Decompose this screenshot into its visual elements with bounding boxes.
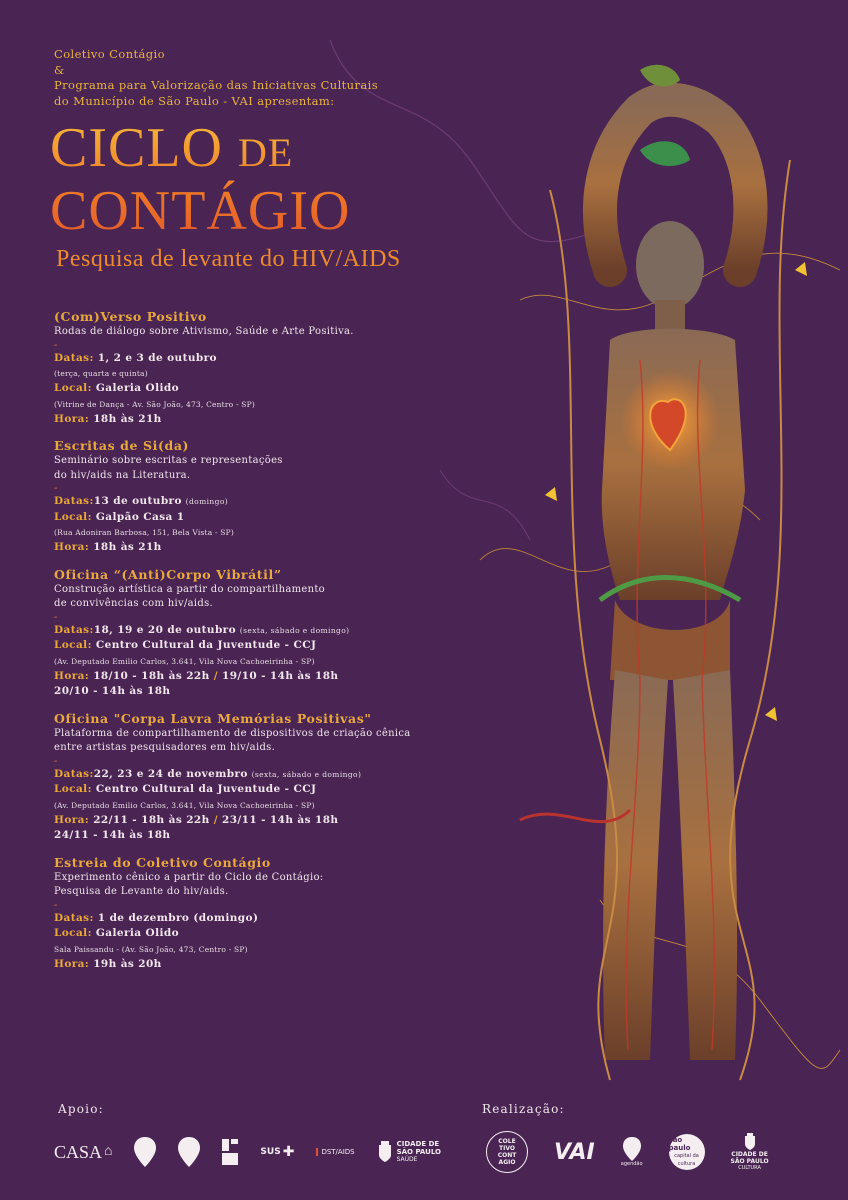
- location-label: Local:: [54, 510, 92, 523]
- events-list: [54, 308, 474, 982]
- location-address: Sala Paissandu - (Av. São João, 473, Centro - SP): [54, 944, 248, 954]
- time-value-1: 22/11 - 18h às 22h: [89, 813, 214, 826]
- intro-block: [54, 47, 484, 109]
- event-dates: [54, 911, 474, 927]
- dates-note: (terça, quarta e quinta): [54, 369, 148, 378]
- event-description: Rodas de diálogo sobre Ativismo, Saúde e Arte Positiva.: [54, 326, 354, 337]
- cidade-line1: CIDADE DE: [731, 1150, 768, 1158]
- event-description: Seminário sobre escritas e representações: [54, 455, 283, 466]
- poster-subtitle: Pesquisa de levante do HIV/AIDS: [56, 246, 401, 272]
- title-word-de: DE: [238, 130, 294, 175]
- event-estreia: [54, 854, 474, 973]
- event-anticorpo-vibratil: [54, 566, 474, 700]
- event-corpa-lavra: [54, 710, 474, 844]
- event-dates: [54, 623, 474, 639]
- event-divider: -: [54, 899, 58, 911]
- time-value: 18h às 21h: [89, 412, 162, 425]
- logo-ccj: [178, 1137, 200, 1167]
- time-value: 18h às 21h: [89, 541, 162, 553]
- event-description: Plataforma de compartilhamento de dispositivos de criação cênica: [54, 727, 411, 739]
- event-conversos-positivo: [54, 308, 474, 427]
- time-value: 19h às 20h: [89, 957, 162, 970]
- dates-label: Datas:: [54, 351, 94, 364]
- realization-logos: [486, 1130, 769, 1174]
- dates-note: (sexta, sábado e domingo): [251, 769, 362, 779]
- poster-title: [50, 117, 450, 242]
- olido-pin-icon: [134, 1137, 156, 1167]
- casa-text: CASA: [54, 1141, 103, 1162]
- event-divider: -: [54, 611, 58, 623]
- location-label: Local:: [54, 927, 92, 939]
- sp-cultura-text-2: capital da cultura: [674, 1153, 699, 1167]
- event-divider: -: [54, 755, 58, 767]
- location-value: Galpão Casa 1: [91, 510, 185, 523]
- logo-dst-aids: [316, 1148, 354, 1156]
- event-description: Experimento cênico a partir do Ciclo de Contágio:: [54, 871, 324, 883]
- ccj-pin-icon: [178, 1137, 200, 1167]
- event-title: Oficina “(Anti)Corpo Vibrátil”: [54, 566, 282, 582]
- dates-label: Datas:: [54, 911, 94, 924]
- sp-cultura-text-1: são paulo: [668, 1136, 691, 1152]
- event-title: Escritas de Si(da): [54, 438, 190, 453]
- location-label: Local:: [54, 783, 92, 795]
- event-time: [54, 813, 474, 829]
- agendao-pin-icon: [623, 1137, 641, 1161]
- logo-prefeitura-cultura: [731, 1133, 769, 1172]
- cidade-line1: CIDADE DE: [396, 1140, 440, 1148]
- event-title: Estreia do Coletivo Contágio: [54, 854, 271, 870]
- time-value-2: 19/10 - 14h às 18h: [217, 669, 339, 682]
- sao-paulo-crest-icon: [743, 1133, 757, 1151]
- agendao-text: agendão: [620, 1161, 643, 1167]
- intro-line-program: Programa para Valorização das Iniciativas Culturais: [54, 78, 379, 92]
- cidade-line3: SAÚDE: [396, 1156, 418, 1163]
- logo-olido: [134, 1137, 156, 1167]
- event-location: [54, 638, 474, 654]
- location-label: Local:: [54, 639, 92, 651]
- event-location: [54, 381, 474, 397]
- event-title: Oficina "Corpa Lavra Memórias Positivas": [54, 710, 372, 726]
- event-location: [54, 510, 474, 526]
- grid-mark-icon: [222, 1139, 238, 1165]
- dates-value: 1 de dezembro (domingo): [93, 911, 259, 924]
- location-value: Centro Cultural da Juventude - CCJ: [91, 783, 317, 795]
- logo-prefeitura-saude: [377, 1140, 441, 1164]
- time-label: Hora:: [54, 541, 90, 553]
- event-time: [54, 957, 474, 973]
- time-value-1: 18/10 - 18h às 22h: [89, 669, 214, 682]
- support-logos: [54, 1130, 441, 1174]
- event-time: [54, 412, 474, 428]
- logo-casa1: CASA ⌂: [54, 1141, 113, 1162]
- event-location: [54, 782, 474, 798]
- event-description-2: de convivências com hiv/aids.: [54, 598, 213, 609]
- event-time: [54, 540, 474, 556]
- time-value-3: 20/10 - 14h às 18h: [54, 685, 171, 697]
- cidade-line2: SÃO PAULO: [396, 1148, 441, 1156]
- logo-agendao: [621, 1137, 643, 1167]
- realization-label: Realização:: [482, 1102, 565, 1116]
- support-label: Apoio:: [58, 1102, 104, 1116]
- event-divider: -: [54, 483, 58, 494]
- anatomical-figure-illustration: [490, 40, 840, 1090]
- event-time: [54, 669, 474, 685]
- dates-value: 18, 19 e 20 de outubro: [93, 623, 237, 636]
- location-address: (Rua Adoniran Barbosa, 151, Bela Vista - SP): [54, 528, 234, 537]
- vai-text: VAI: [554, 1139, 595, 1165]
- sao-paulo-crest-icon: [377, 1141, 393, 1163]
- logo-sus: SUS ✚: [260, 1144, 295, 1160]
- dates-value: 22, 23 e 24 de novembro: [93, 767, 248, 780]
- event-divider: -: [54, 339, 58, 351]
- logo-sp-capital-cultura: [669, 1134, 705, 1170]
- title-word-ciclo: CICLO: [50, 117, 223, 179]
- time-label: Hora:: [54, 669, 90, 682]
- dates-label: Datas:: [54, 495, 94, 507]
- time-label: Hora:: [54, 813, 90, 826]
- logo-coletivo-contagio: [486, 1131, 528, 1173]
- dates-label: Datas:: [54, 767, 94, 780]
- dates-value: 13 de outubro: [93, 495, 182, 507]
- time-separator: /: [213, 813, 218, 826]
- intro-line-presents: do Município de São Paulo - VAI apresentam:: [54, 93, 335, 108]
- event-description: Construção artística a partir do compartilhamento: [54, 583, 325, 595]
- location-value: Galeria Olido: [91, 382, 180, 394]
- dates-value: 1, 2 e 3 de outubro: [93, 351, 217, 364]
- time-separator: /: [213, 669, 218, 682]
- event-dates: [54, 494, 474, 510]
- coletivo-text: COLE TIVO CONT AGIO: [497, 1138, 517, 1166]
- event-description-2: Pesquisa de Levante do hiv/aids.: [54, 886, 229, 897]
- logo-grid-mark: [222, 1139, 238, 1165]
- location-value: Centro Cultural da Juventude - CCJ: [91, 639, 317, 651]
- location-address: (Av. Deputado Emilio Carlos, 3.641, Vila Nova Cachoeirinha - SP): [54, 656, 315, 666]
- time-label: Hora:: [54, 412, 90, 425]
- logo-vai: [554, 1140, 595, 1165]
- location-address: (Av. Deputado Emilio Carlos, 3.641, Vila Nova Cachoeirinha - SP): [54, 800, 315, 810]
- dates-note: (domingo): [185, 497, 229, 506]
- event-escritas-de-sida: [54, 437, 474, 556]
- event-description-2: do hiv/aids na Literatura.: [54, 469, 191, 481]
- intro-line-collective: Coletivo Contágio: [54, 47, 165, 61]
- time-value-2: 23/11 - 14h às 18h: [217, 813, 339, 826]
- intro-ampersand: &: [54, 62, 65, 77]
- dates-label: Datas:: [54, 623, 94, 636]
- time-label: Hora:: [54, 957, 90, 970]
- dates-note: (sexta, sábado e domingo): [239, 625, 350, 635]
- event-description-2: entre artistas pesquisadores em hiv/aids.: [54, 742, 276, 753]
- time-value-3: 24/11 - 14h às 18h: [54, 829, 171, 841]
- sus-text: SUS: [260, 1147, 281, 1157]
- title-word-contagio: CONTÁGIO: [50, 180, 351, 242]
- event-location: [54, 926, 474, 942]
- event-dates: [54, 351, 474, 367]
- location-label: Local:: [54, 382, 92, 394]
- event-dates: [54, 767, 474, 783]
- cidade-line2: SÃO PAULO: [730, 1157, 769, 1165]
- location-address: (Vitrine de Dança - Av. São João, 473, Centro - SP): [54, 399, 256, 409]
- location-value: Galeria Olido: [91, 927, 180, 939]
- dst-aids-text: DST/AIDS: [321, 1148, 355, 1156]
- cidade-line3: CULTURA: [738, 1164, 761, 1171]
- event-title: (Com)Verso Positivo: [54, 309, 207, 324]
